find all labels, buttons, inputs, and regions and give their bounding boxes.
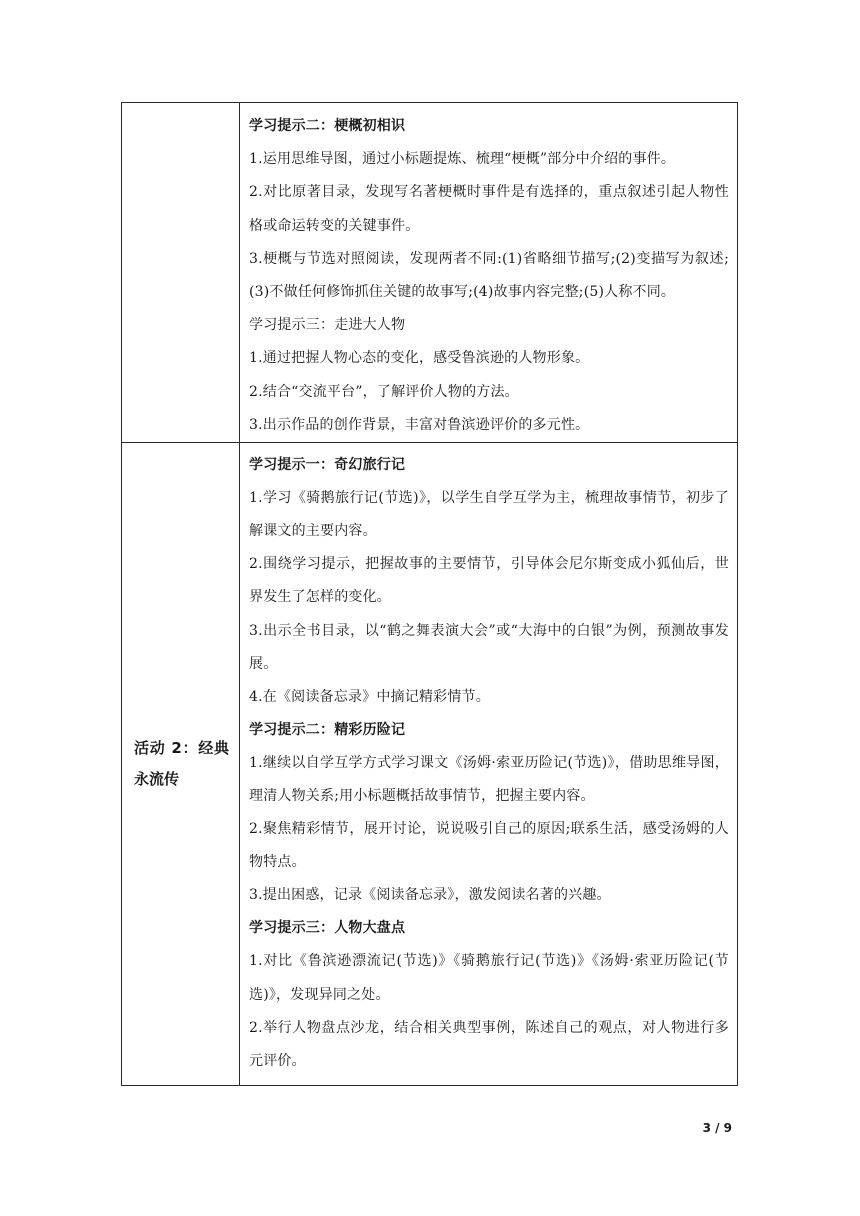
activity-cell (122, 443, 240, 1086)
content-block (240, 443, 737, 1078)
tip-heading: 学习提示二：精彩历险记 (249, 721, 406, 738)
content-cell (240, 443, 738, 1086)
tip-line: 3.出示全书目录，以“鹤之舞表演大会”或“大海中的白银”为例，预测故事发展。 (249, 622, 729, 672)
tip-line: 3.梗概与节选对照阅读，发现两者不同:(1)省略细节描写;(2)变描写为叙述;(3)不做任何修饰抓住关键的故事写;(4)故事内容完整;(5)人称不同。 (249, 250, 729, 301)
table-row (122, 443, 738, 1086)
tip-line: 2.结合“交流平台”，了解评价人物的方法。 (249, 383, 519, 400)
tip-line: 2.围绕学习提示，把握故事的主要情节，引导体会尼尔斯变成小狐仙后，世界发生了怎样的变化。 (249, 556, 729, 606)
tip-line: 2.举行人物盘点沙龙，结合相关典型事例，陈述自己的观点，对人物进行多元评价。 (249, 1019, 729, 1069)
tip-heading: 学习提示一：奇幻旅行记 (249, 457, 406, 474)
tip-line: 2.聚焦精彩情节，展开讨论，说说吸引自己的原因;联系生活，感受汤姆的人物特点。 (249, 821, 729, 871)
activity-label: 活动 2：经典永流传 (134, 739, 229, 789)
page-number: 3 / 9 (702, 1121, 732, 1135)
tip-line: 1.学习《骑鹅旅行记(节选)》，以学生自学互学为主，梳理故事情节，初步了解课文的主要内容。 (249, 490, 729, 540)
tip-line: 1.继续以自学互学方式学习课文《汤姆·索亚历险记(节选)》，借助思维导图，理清人物关系;用小标题概括故事情节，把握主要内容。 (249, 754, 729, 804)
tip-line: 1.通过把握人物心态的变化，感受鲁滨逊的人物形象。 (249, 350, 590, 367)
tip-line: 4.在《阅读备忘录》中摘记精彩情节。 (249, 688, 490, 705)
tip-heading: 学习提示二：梗概初相识 (249, 118, 406, 134)
lesson-plan-table (121, 102, 738, 1086)
tip-line: 2.对比原著目录，发现写名著梗概时事件是有选择的，重点叙述引起人物性格或命运转变的关键事件。 (249, 184, 729, 234)
content-block (240, 103, 737, 442)
tip-line: 1.运用思维导图，通过小标题提炼、梳理“梗概”部分中介绍的事件。 (249, 151, 676, 168)
table-row (122, 103, 738, 443)
content-cell (240, 103, 738, 443)
tip-line: 1.对比《鲁滨逊漂流记(节选)》《骑鹅旅行记(节选)》《汤姆·索亚历险记(节选)》，发现异同之处。 (249, 953, 729, 1003)
tip-subheading: 学习提示三：走进大人物 (249, 317, 406, 334)
activity-cell (122, 103, 240, 443)
tip-heading: 学习提示三：人物大盘点 (249, 920, 406, 937)
tip-line: 3.出示作品的创作背景，丰富对鲁滨逊评价的多元性。 (249, 416, 590, 433)
tip-line: 3.提出困惑，记录《阅读备忘录》，激发阅读名著的兴趣。 (249, 887, 611, 904)
